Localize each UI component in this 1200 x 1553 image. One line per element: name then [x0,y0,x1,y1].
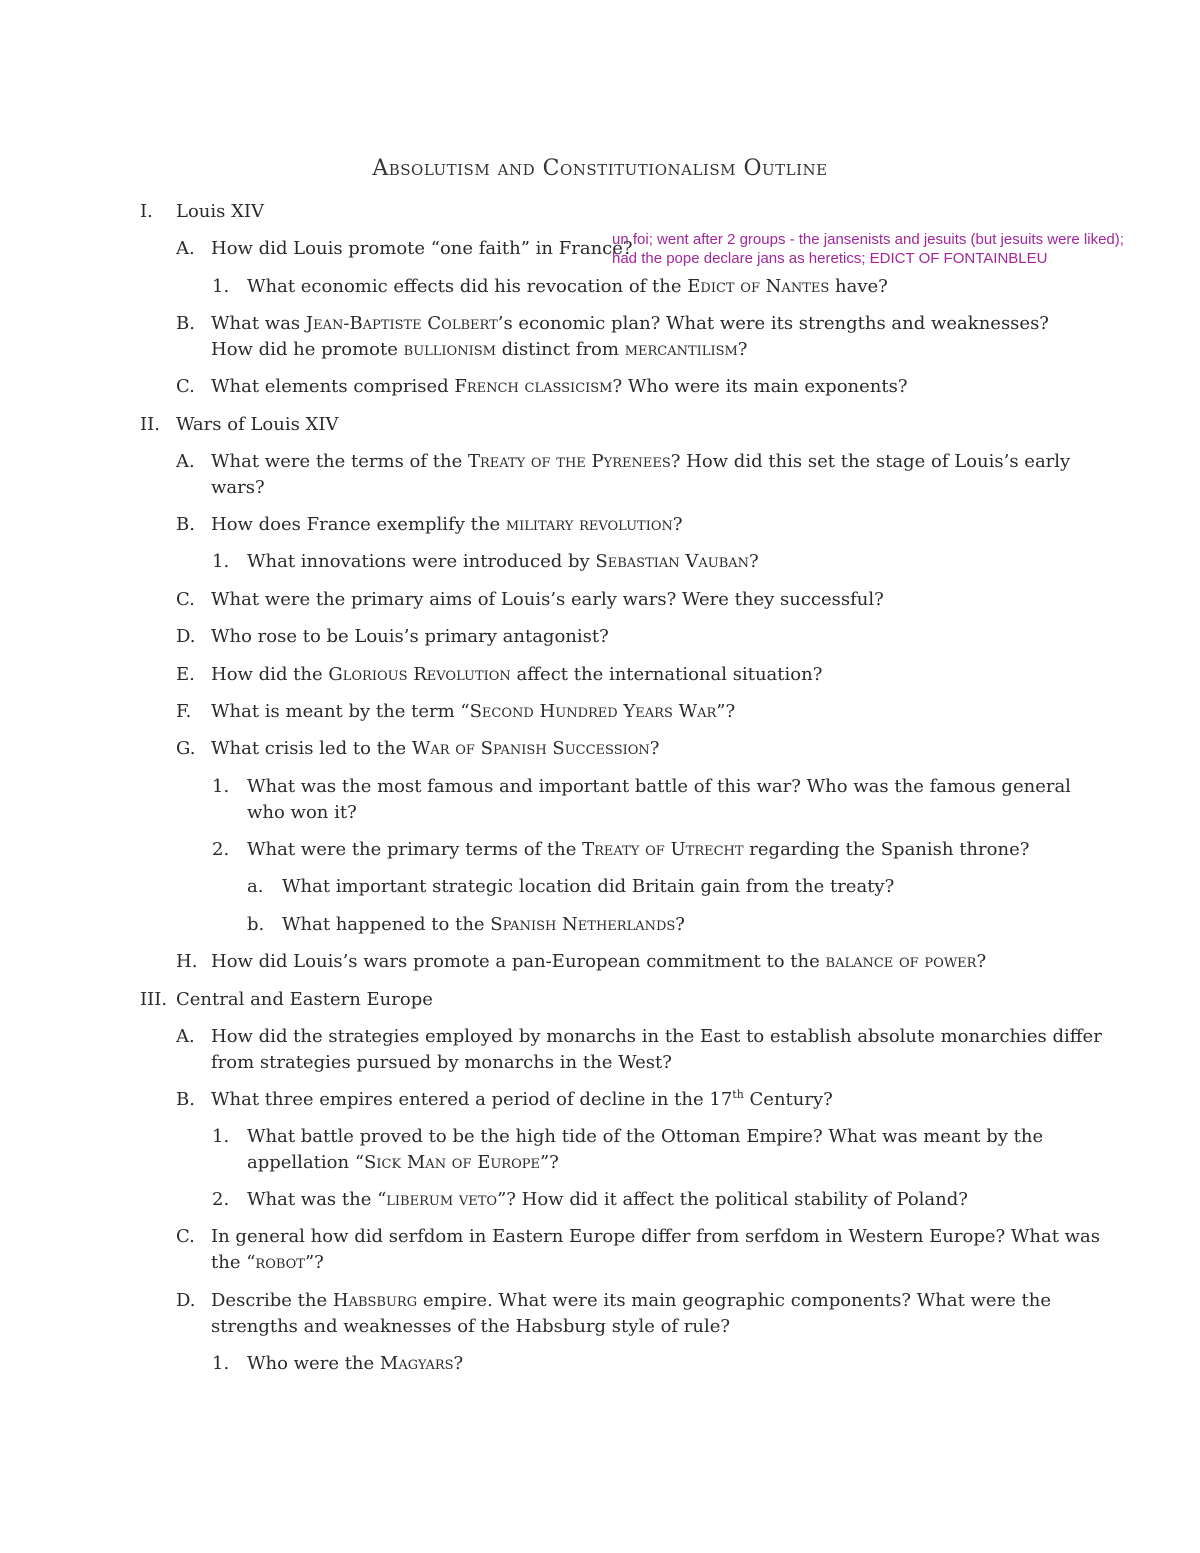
item-label: B. [176,313,195,334]
item-text: Who were the Magyars? [247,1353,464,1374]
item-label: 1. [212,276,230,297]
item-label: 2. [212,839,230,860]
item-text-continued: appellation “Sick Man of Europe”? [247,1152,559,1173]
annotation-line: un foi; went after 2 groups - the jansenists and jesuits (but jesuits were liked); [612,231,1124,248]
item-label: 2. [212,1189,230,1210]
item-text: What were the primary terms of the Treaty of Utrecht regarding the Spanish throne? [247,839,1030,860]
item-text: How did Louis’s wars promote a pan-European commitment to the balance of power? [211,951,987,972]
item-label: D. [176,626,196,647]
item-label: a. [247,876,264,897]
section-number: I. [140,201,153,222]
section-title: Louis XIV [176,201,265,222]
item-text-continued: strengths and weaknesses of the Habsburg style of rule? [211,1316,731,1337]
item-text: In general how did serfdom in Eastern Europe differ from serfdom in Western Europe? What was [211,1226,1101,1247]
item-text: How did the strategies employed by monarchs in the East to establish absolute monarchies differ [211,1026,1102,1047]
item-text: What was the “liberum veto”? How did it affect the political stability of Poland? [247,1189,968,1210]
item-text: How did Louis promote “one faith” in France? [211,238,633,259]
section-number: II. [140,414,160,435]
item-label: 1. [212,551,230,572]
section-title: Wars of Louis XIV [176,414,339,435]
item-text: How did the Glorious Revolution affect the international situation? [211,664,823,685]
item-text: What were the terms of the Treaty of the Pyrenees? How did this set the stage of Louis’s early [211,451,1071,472]
item-label: E. [176,664,195,685]
item-text-continued: the “robot”? [211,1252,324,1273]
item-text: What happened to the Spanish Netherlands? [282,914,685,935]
item-label: A. [176,451,195,472]
item-text-continued: How did he promote bullionism distinct from mercantilism? [211,339,748,360]
item-text-continued: from strategies pursued by monarchs in the West? [211,1052,672,1073]
item-label: B. [176,1089,195,1110]
item-text-continued: who won it? [247,802,357,823]
item-label: A. [176,238,195,259]
item-text: What battle proved to be the high tide of the Ottoman Empire? What was meant by the [247,1126,1044,1147]
item-label: C. [176,589,195,610]
item-text: What elements comprised French classicism? Who were its main exponents? [211,376,908,397]
handwritten-annotation [612,230,1124,268]
item-label: b. [247,914,265,935]
annotation-line: had the pope declare jans as heretics; EDICT OF FONTAINBLEU [612,250,1048,267]
item-label: 1. [212,1126,230,1147]
item-text: What was Jean-Baptiste Colbert’s economic plan? What were its strengths and weaknesses? [211,313,1049,334]
item-text: What important strategic location did Britain gain from the treaty? [282,876,895,897]
item-label: G. [176,738,196,759]
item-label: 1. [212,776,230,797]
item-label: H. [176,951,198,972]
item-text: What innovations were introduced by Sebastian Vauban? [247,551,759,572]
item-text: What economic effects did his revocation of the Edict of Nantes have? [247,276,888,297]
item-text-continued: wars? [211,477,265,498]
item-label: C. [176,376,195,397]
section-title: Central and Eastern Europe [176,989,433,1010]
item-text: Who rose to be Louis’s primary antagonist? [211,626,609,647]
item-text: What three empires entered a period of decline in the 17th Century? [211,1088,833,1110]
item-label: 1. [212,1353,230,1374]
section-number: III. [140,989,168,1010]
item-text: How does France exemplify the military revolution? [211,514,683,535]
item-label: F. [176,701,192,722]
item-label: A. [176,1026,195,1047]
item-text: What is meant by the term “Second Hundred Years War”? [211,701,736,722]
item-text: What crisis led to the War of Spanish Succession? [211,738,660,759]
item-text: What was the most famous and important battle of this war? Who was the famous general [247,776,1071,797]
item-text: Describe the Habsburg empire. What were its main geographic components? What were the [211,1290,1052,1311]
item-label: D. [176,1290,196,1311]
item-label: B. [176,514,195,535]
item-text: What were the primary aims of Louis’s early wars? Were they successful? [211,589,884,610]
page-title: Absolutism and Constitutionalism Outline [372,156,828,181]
item-label: C. [176,1226,195,1247]
